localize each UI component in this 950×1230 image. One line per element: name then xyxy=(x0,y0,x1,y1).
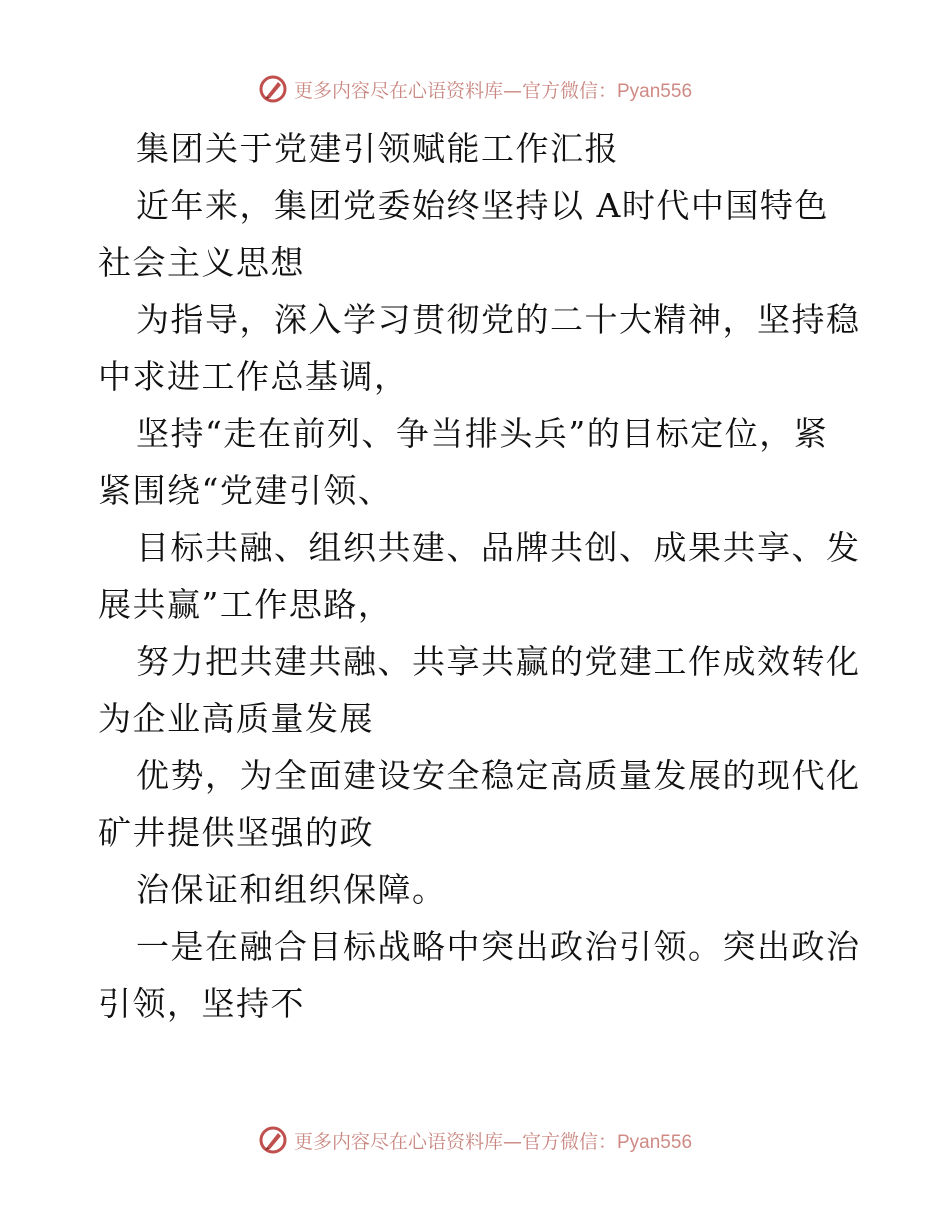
watermark-text: 更多内容尽在心语资料库—官方微信：Pyan556 xyxy=(293,79,693,102)
paragraph-line: 展共赢”工作思路， xyxy=(98,585,393,624)
watermark-text: 更多内容尽在心语资料库—官方微信：Pyan556 xyxy=(293,1130,693,1153)
paragraph-line: 优势，为全面建设安全稳定高质量发展的现代化 xyxy=(136,756,861,795)
paragraph-line: 中求进工作总基调， xyxy=(98,357,409,396)
paragraph-line: 治保证和组织保障。 xyxy=(136,870,447,909)
paragraph-line: 坚持“走在前列、争当排头兵”的目标定位，紧 xyxy=(136,414,829,453)
pen-logo-icon xyxy=(258,74,288,104)
paragraph-line: 引领，坚持不 xyxy=(98,984,305,1023)
document-title: 集团关于党建引领赋能工作汇报 xyxy=(136,129,619,168)
paragraph-line: 为企业高质量发展 xyxy=(98,699,374,738)
footer-watermark xyxy=(0,1123,950,1157)
paragraph-line: 努力把共建共融、共享共赢的党建工作成效转化 xyxy=(136,642,861,681)
paragraph-line: 一是在融合目标战略中突出政治引领。突出政治 xyxy=(136,927,861,966)
paragraph-line: 为指导，深入学习贯彻党的二十大精神，坚持稳 xyxy=(136,300,861,339)
paragraph-line: 紧围绕“党建引领、 xyxy=(98,471,393,510)
pen-logo-icon xyxy=(258,1125,288,1155)
paragraph-line: 近年来，集团党委始终坚持以 A时代中国特色 xyxy=(136,186,829,225)
paragraph-line: 社会主义思想 xyxy=(98,243,305,282)
paragraph-line: 矿井提供坚强的政 xyxy=(98,813,374,852)
document-body xyxy=(98,120,861,1032)
paragraph-line: 目标共融、组织共建、品牌共创、成果共享、发 xyxy=(136,528,861,567)
header-watermark xyxy=(0,72,950,106)
